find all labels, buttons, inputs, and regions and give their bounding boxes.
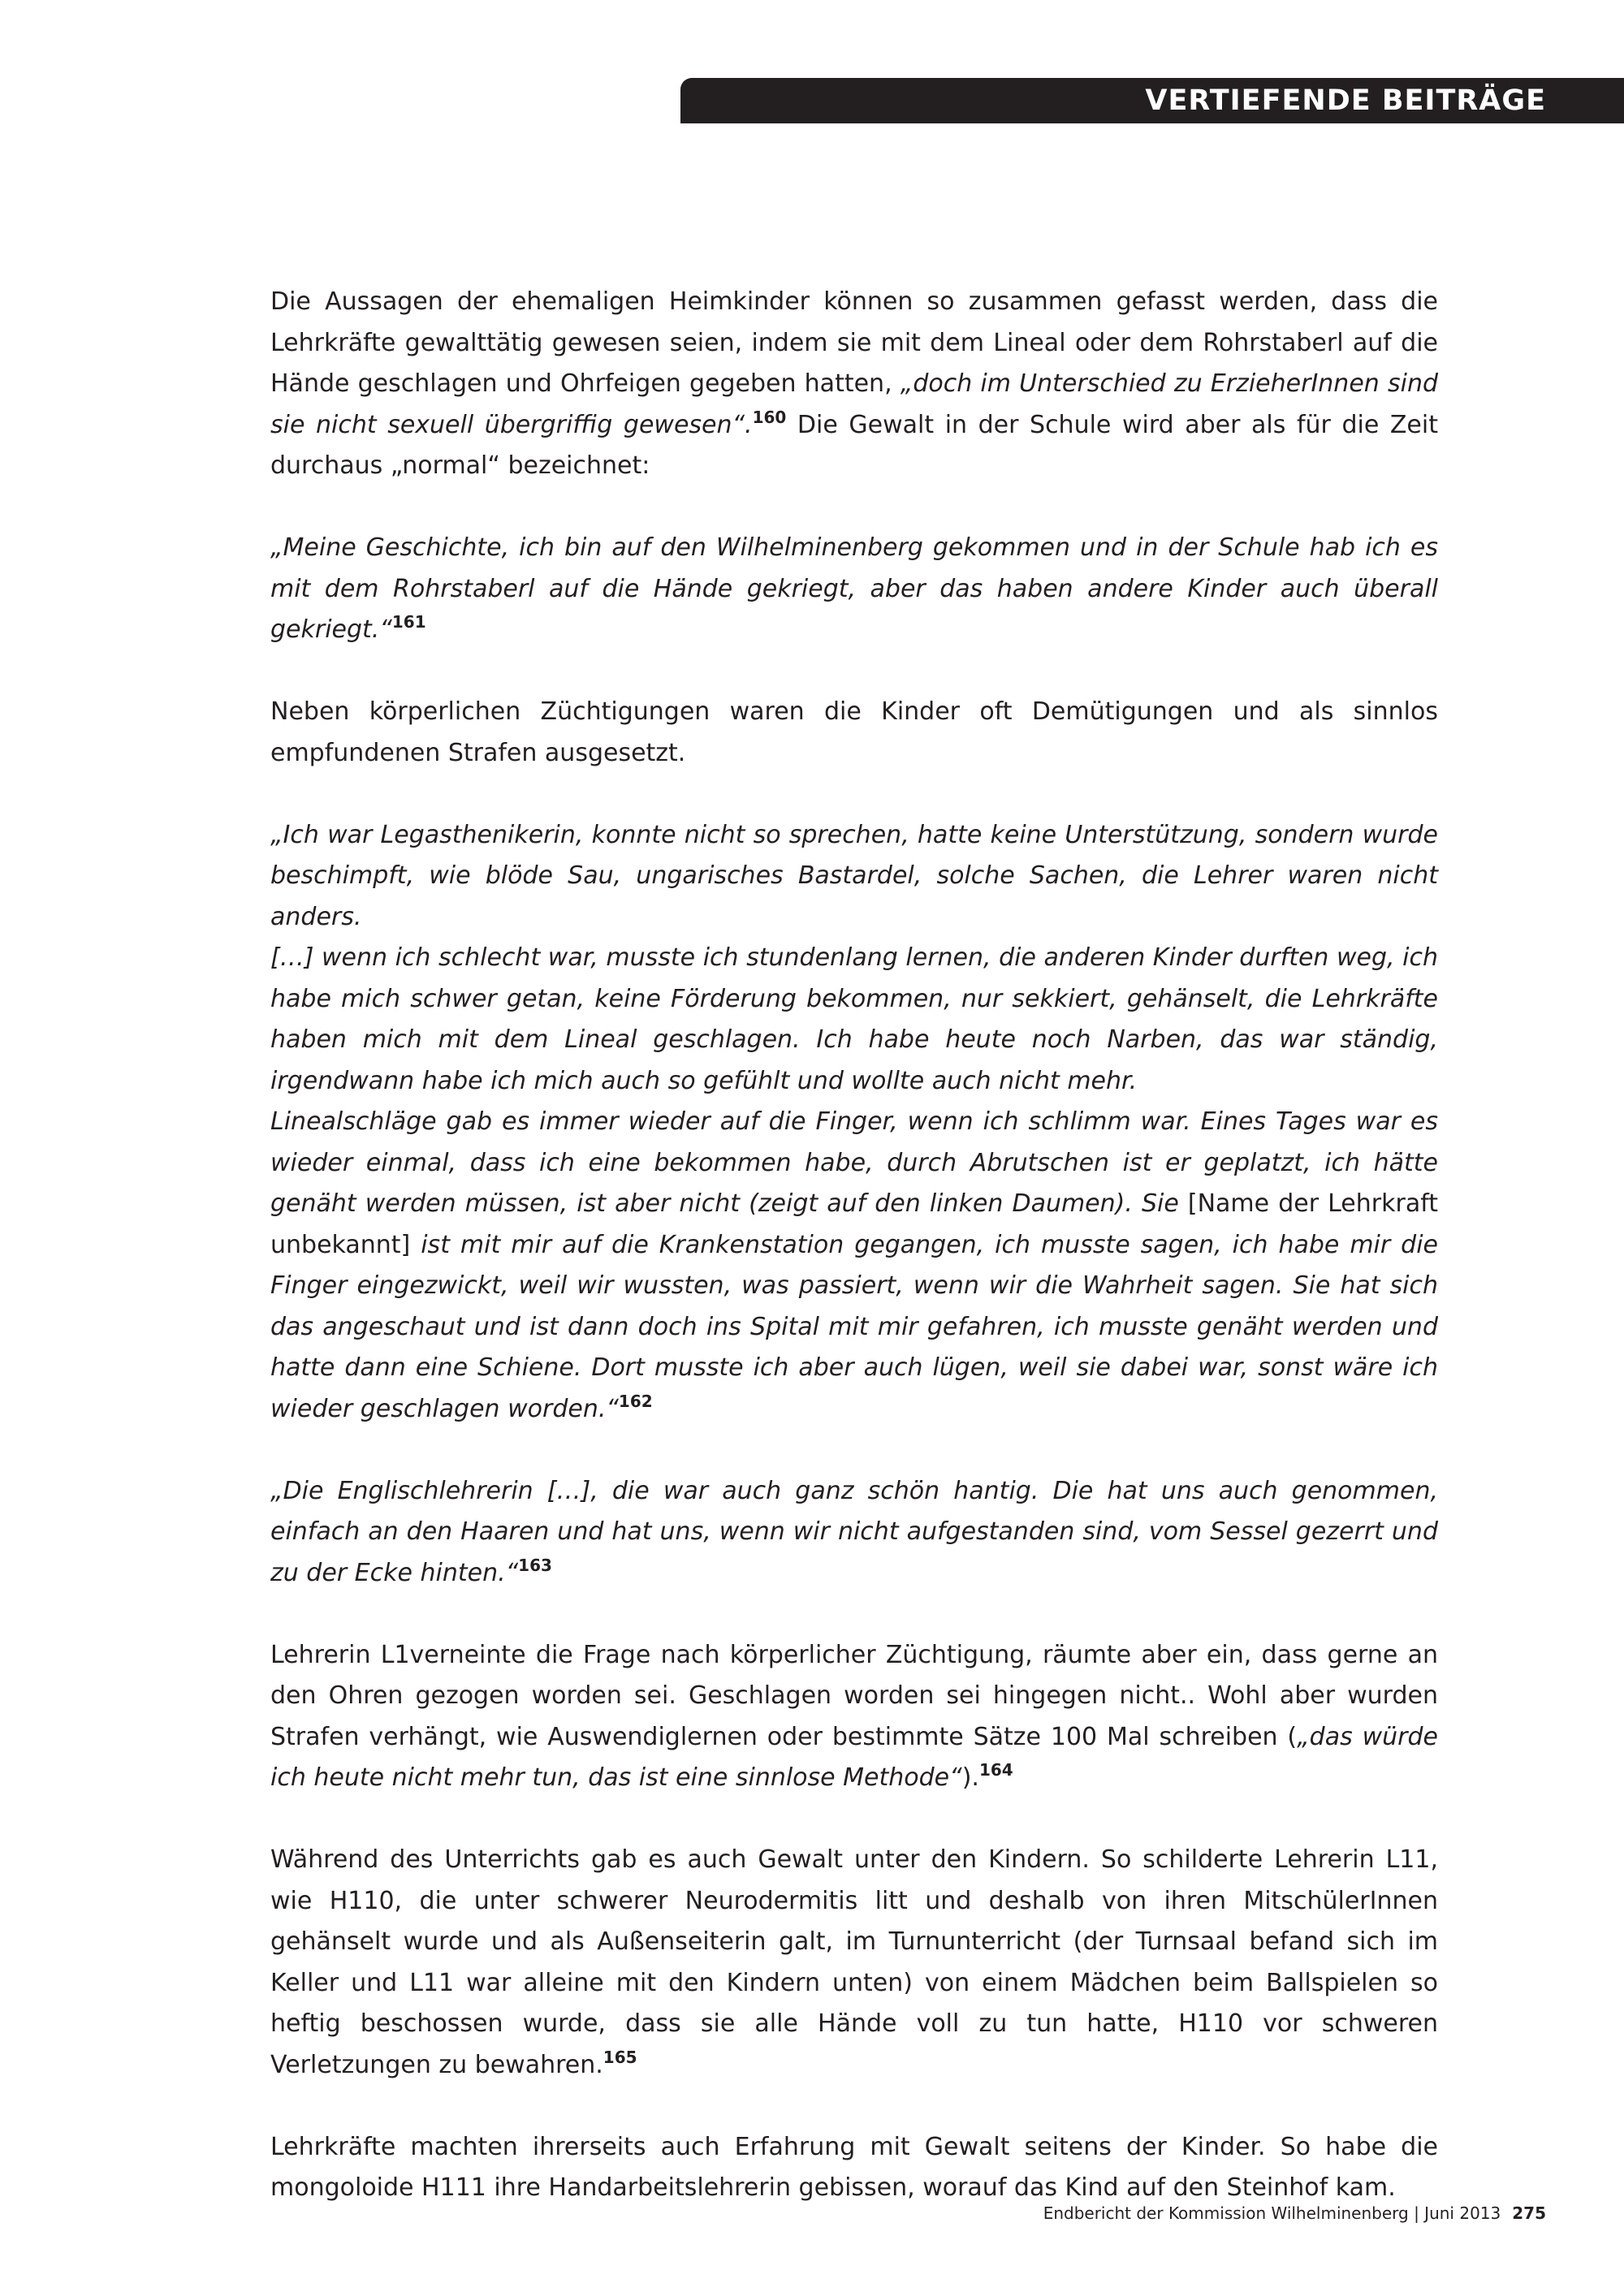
paragraph-4: Während des Unterrichts gab es auch Gewalt unter den Kindern. So schilderte Lehrerin L11, wie H110, die unter schwerer Neurodermitis litt und deshalb von ihren MitschülerInnen gehänselt wurde und als Außenseiterin galt, im Turnunterricht (der Turnsaal befand sich im Keller und L11 war alleine mit den Kindern unten) von einem Mädchen beim Ballspielen so heftig beschossen wurde, dass sie alle Hände voll zu tun hatte, H110 vor schweren Verletzungen zu bewahren.$^{165}$ (270, 1845, 1438, 2079)
footnote-ref: 161 (391, 612, 426, 632)
footnote-ref: 160 (752, 407, 787, 427)
block-quote-2-line-2: […] wenn ich schlecht war, musste ich stundenlang lernen, die anderen Kinder durften weg, ich habe mich schwer getan, keine Förderung bekommen, nur sekkiert, gehänselt, die Lehrkräfte haben mich mit dem Lineal geschlagen. Ich habe heute noch Narben, das war ständig, irgendwann habe ich mich auch so gefühlt und wollte auch nicht mehr. (270, 943, 1438, 1095)
block-quote-2-line-1: „Ich war Legasthenikerin, konnte nicht so sprechen, hatte keine Unterstützung, sondern wurde beschimpft, wie blöde Sau, ungarisches Bastardel, solche Sachen, die Lehrer waren nicht anders. (270, 820, 1438, 931)
block-quote-3: „Die Englischlehrerin […], die war auch ganz schön hantig. Die hat uns auch genommen, einfach an den Haaren und hat uns, wenn wir nicht aufgestanden sind, vom Sessel gezerrt und zu der Ecke hinten.“$^{163}$ (270, 1476, 1438, 1587)
footnote-ref: 164 (978, 1760, 1013, 1780)
paragraph-5: Lehrkräfte machten ihrerseits auch Erfahrung mit Gewalt seitens der Kinder. So habe die mongoloide H111 ihre Handarbeitslehrerin gebissen, worauf das Kind auf den Steinhof kam. (270, 2132, 1438, 2202)
footer-publication: Endbericht der Kommission Wilhelminenberg | Juni 2013 (1043, 2203, 1501, 2223)
editorial-insertion: [Name der Lehrkraft unbekannt] (270, 1189, 1438, 1259)
page-footer (1043, 2201, 1546, 2225)
block-quote-1: „Meine Geschichte, ich bin auf den Wilhelminenberg gekommen und in der Schule hab ich es mit dem Rohrstaberl auf die Hände gekriegt, aber das haben andere Kinder auch überall gekriegt.“$^{161}$ (270, 533, 1438, 644)
section-header-bar (680, 78, 1624, 123)
footnote-ref: 162 (618, 1391, 653, 1411)
paragraph-3: Lehrerin L1verneinte die Frage nach körperlicher Züchtigung, räumte aber ein, dass gerne an den Ohren gezogen worden sei. Geschlagen worden sei hingegen nicht.. Wohl aber wurden Strafen verhängt, wie Auswendiglernen oder bestimmte Sätze 100 Mal schreiben („das würde ich heute nicht mehr tun, das ist eine sinnlose Methode“).$^{164}$ (270, 1640, 1438, 1792)
section-title: VERTIEFENDE BEITRÄGE (1145, 84, 1546, 117)
footnote-ref: 165 (603, 2047, 637, 2067)
page-number: 275 (1512, 2203, 1546, 2223)
page-body (270, 282, 1438, 2209)
inline-quote: „doch im Unterschied zu ErzieherInnen sind sie nicht sexuell übergriffig gewesen“. (270, 369, 1438, 439)
paragraph-1: Die Aussagen der ehemaligen Heimkinder können so zusammen gefasst werden, dass die Lehrkräfte gewalttätig gewesen seien, indem sie mit dem Lineal oder dem Rohrstaberl auf die Hände geschlagen und Ohrfeigen gegeben hatten, „doch im Unterschied zu ErzieherInnen sind sie nicht sexuell übergriffig gewesen“.$^{160}$ Die Gewalt in der Schule wird aber als für die Zeit durchaus „normal“ bezeichnet: (270, 287, 1438, 480)
paragraph-2: Neben körperlichen Züchtigungen waren die Kinder oft Demütigungen und als sinnlos empfundenen Strafen ausgesetzt. (270, 697, 1438, 767)
block-quote-2-line-3: Linealschläge gab es immer wieder auf die Finger, wenn ich schlimm war. Eines Tages war es wieder einmal, dass ich eine bekommen habe, durch Abrutschen ist er geplatzt, ich hätte genäht werden müssen, ist aber nicht (zeigt auf den linken Daumen). Sie [Name der Lehrkraft unbekannt] ist mit mir auf die Krankenstation gegangen, ich musste sagen, ich habe mir die Finger eingezwickt, weil wir wussten, was passiert, wenn wir die Wahrheit sagen. Sie hat sich das angeschaut und ist dann doch ins Spital mit mir gefahren, ich musste genäht werden und hatte dann eine Schiene. Dort musste ich aber auch lügen, weil sie dabei war, sonst wäre ich wieder geschlagen worden.“$^{162}$ (270, 1107, 1438, 1423)
footnote-ref: 163 (518, 1555, 552, 1575)
inline-quote: „das würde ich heute nicht mehr tun, das ist eine sinnlose Methode“ (270, 1722, 1438, 1792)
